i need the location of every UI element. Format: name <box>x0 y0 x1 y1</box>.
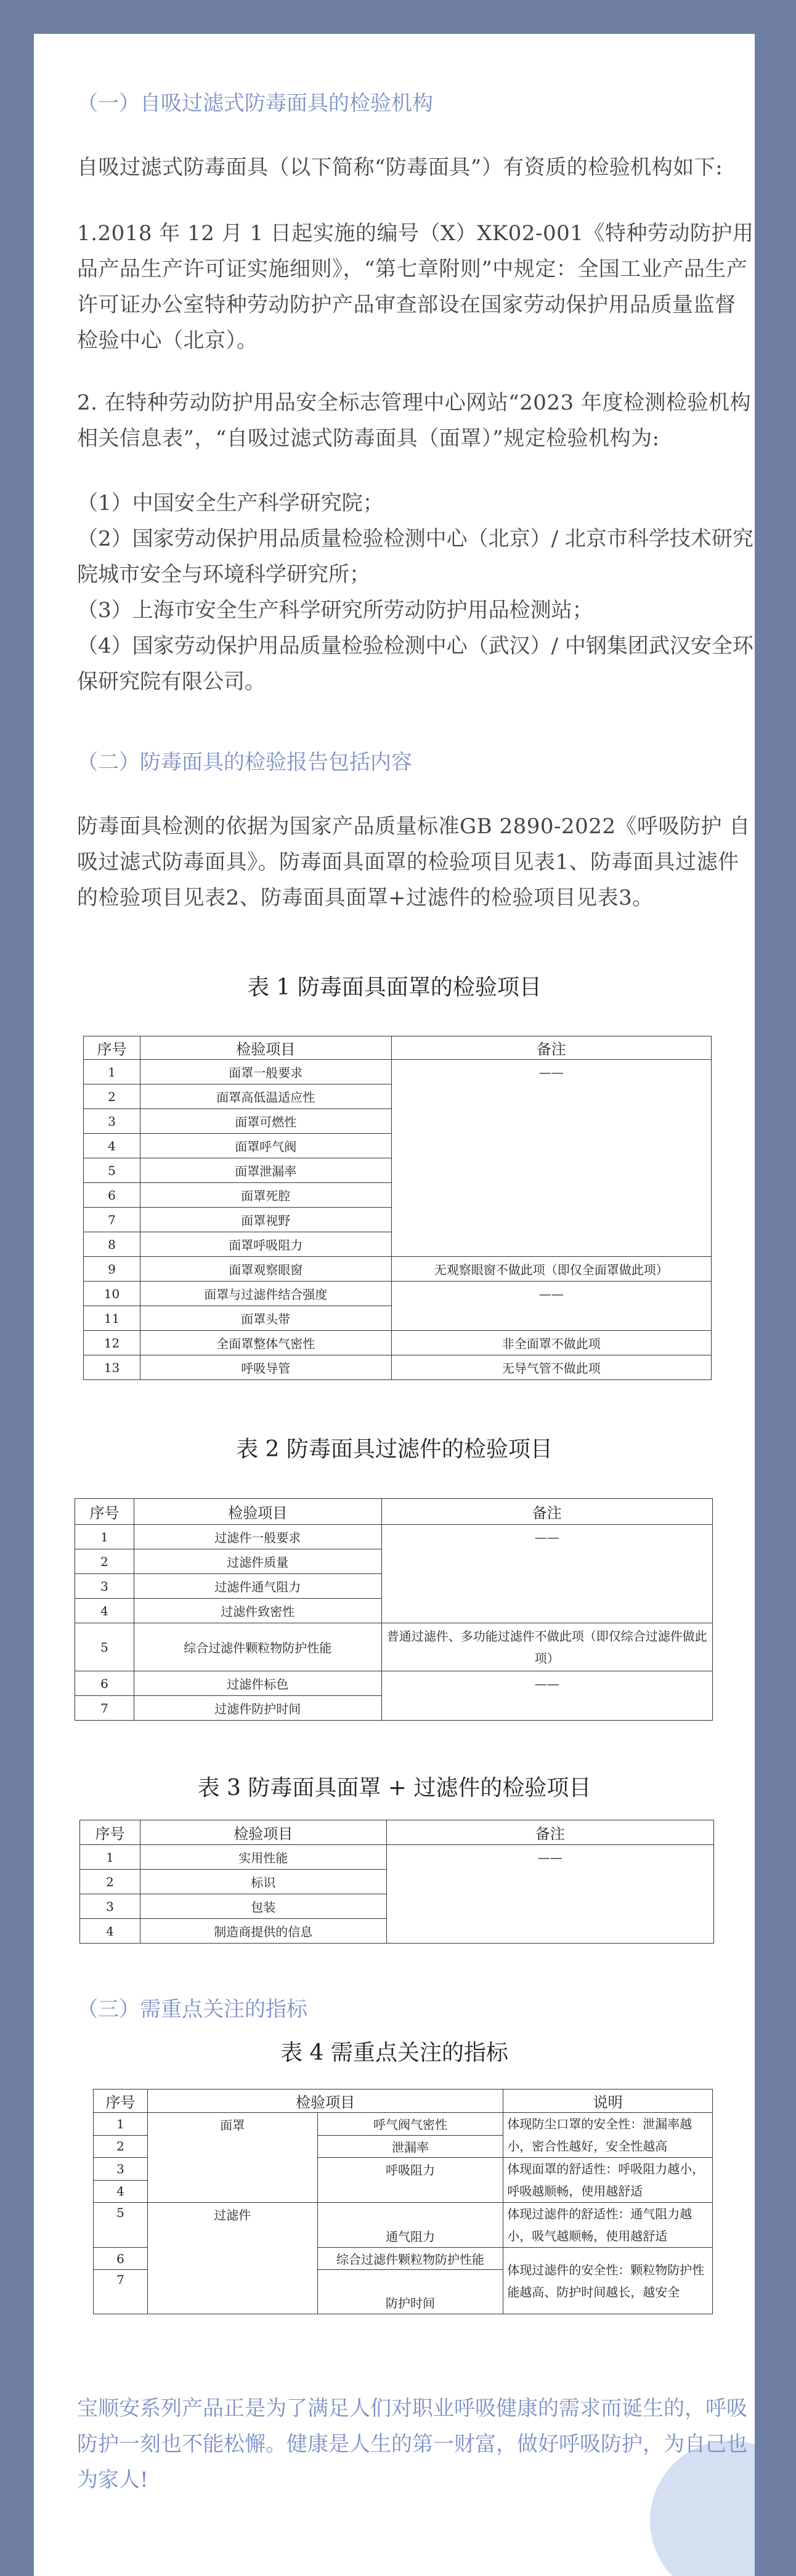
table-row <box>84 1331 712 1355</box>
section-title-2: （二）防毒面具的检验报告包括内容 <box>77 750 412 775</box>
row-item: 标识 <box>140 1870 386 1894</box>
table1-header-row <box>84 1036 712 1060</box>
row-item: 面罩头带 <box>140 1306 391 1331</box>
row-note <box>381 1671 712 1721</box>
row-index: 11 <box>84 1306 140 1331</box>
dash-note: —— <box>537 1850 562 1865</box>
col-header-index: 序号 <box>84 1036 140 1060</box>
row-note: 体现过滤件的安全性：颗粒物防护性能越高、防护时间越长，越安全 <box>503 2248 713 2314</box>
col-header-index: 序号 <box>75 1499 134 1525</box>
row-index: 5 <box>84 1158 140 1183</box>
section-title-1: （一）自吸过滤式防毒面具的检验机构 <box>77 91 433 116</box>
row-item: 面罩高低温适应性 <box>140 1084 391 1109</box>
col-header-note: 备注 <box>386 1820 713 1845</box>
row-index: 13 <box>84 1355 140 1380</box>
row-index: 7 <box>84 1208 140 1232</box>
row-note: 无观察眼窗不做此项（即仅全面罩做此项） <box>391 1257 711 1282</box>
table4-header-row <box>94 2089 713 2113</box>
table-row <box>84 1060 712 1084</box>
section1-paragraph-2: 2. 在特种劳动防护用品安全标志管理中心网站“2023 年度检测检验机构相关信息表”，“自吸过滤式防毒面具（面罩）”规定检验机构为: <box>77 390 751 451</box>
row-index: 3 <box>75 1574 134 1599</box>
row-item: 过滤件标色 <box>134 1671 381 1696</box>
table-row <box>75 1623 713 1671</box>
table1 <box>83 1036 712 1380</box>
table4-caption: 表 4 需重点关注的指标 <box>280 2040 508 2065</box>
row-index: 3 <box>84 1109 140 1134</box>
row-item: 面罩观察眼窗 <box>140 1257 391 1282</box>
row-index: 4 <box>84 1134 140 1158</box>
row-note <box>381 1525 712 1623</box>
row-index: 7 <box>75 1696 134 1721</box>
table-row <box>94 2113 713 2136</box>
row-item: 呼吸导管 <box>140 1355 391 1380</box>
row-item: 防护时间 <box>317 2270 503 2314</box>
section-title-3: （三）需重点关注的指标 <box>77 1997 307 2022</box>
section1-paragraph-1: 1.2018 年 12 月 1 日起实施的编号（X）XK02-001《特种劳动防护用品产品生产许可证实施细则》，“第七章附则”中规定：全国工业产品生产许可证办公室特种劳动防护产品审查部设在国家劳动保护用品质量监督检验中心（北京）。 <box>77 221 754 353</box>
row-item: 呼吸阻力 <box>317 2158 503 2203</box>
row-note <box>391 1282 711 1331</box>
col-header-index: 序号 <box>80 1820 140 1845</box>
table-row <box>75 1525 713 1549</box>
row-item: 面罩呼吸阻力 <box>140 1232 391 1257</box>
col-header-note: 说明 <box>503 2089 713 2113</box>
dash-note: —— <box>538 1286 564 1301</box>
row-note: 体现过滤件的舒适性：通气阻力越小，吸气越顺畅，使用越舒适 <box>503 2203 713 2248</box>
row-index: 4 <box>94 2180 148 2203</box>
closing-paragraph: 宝顺安系列产品正是为了满足人们对职业呼吸健康的需求而诞生的，呼吸防护一刻也不能松懈。健康是人生的第一财富，做好呼吸防护，为自己也为家人! <box>77 2396 747 2492</box>
row-index: 3 <box>94 2158 148 2181</box>
row-item: 过滤件质量 <box>134 1549 381 1574</box>
row-item: 实用性能 <box>140 1845 386 1870</box>
row-item: 面罩视野 <box>140 1208 391 1232</box>
row-index: 2 <box>80 1870 140 1894</box>
row-item: 呼气阀气密性 <box>317 2113 503 2136</box>
dash-note: —— <box>534 1530 559 1544</box>
row-item: 包装 <box>140 1894 386 1919</box>
row-note: 无导气管不做此项 <box>391 1355 711 1380</box>
row-index: 1 <box>94 2113 148 2136</box>
row-group-mask: 面罩 <box>147 2113 317 2203</box>
row-note <box>386 1845 713 1944</box>
table-row <box>84 1257 712 1282</box>
table2-caption: 表 2 防毒面具过滤件的检验项目 <box>236 1437 553 1462</box>
row-note: 体现防尘口罩的安全性：泄漏率越小，密合性越好，安全性越高 <box>503 2113 713 2158</box>
table3-caption: 表 3 防毒面具面罩 + 过滤件的检验项目 <box>197 1775 591 1801</box>
row-index: 8 <box>84 1232 140 1257</box>
row-item: 通气阻力 <box>317 2203 503 2248</box>
row-index: 7 <box>94 2270 148 2314</box>
col-header-item: 检验项目 <box>134 1499 381 1525</box>
row-index: 2 <box>75 1549 134 1574</box>
row-item: 综合过滤件颗粒物防护性能 <box>134 1623 381 1671</box>
col-header-index: 序号 <box>94 2089 148 2113</box>
row-item: 全面罩整体气密性 <box>140 1331 391 1355</box>
row-index: 9 <box>84 1257 140 1282</box>
institution-item-3: （3）上海市安全生产科学研究所劳动防护用品检测站； <box>77 598 593 623</box>
row-index: 5 <box>94 2203 148 2248</box>
row-group-filter: 过滤件 <box>147 2203 317 2314</box>
row-note: 普通过滤件、多功能过滤件不做此项（即仅综合过滤件做此项） <box>381 1623 712 1671</box>
row-item: 泄漏率 <box>317 2135 503 2158</box>
row-item: 面罩泄漏率 <box>140 1158 391 1183</box>
col-header-item: 检验项目 <box>140 1036 391 1060</box>
table3-header-row <box>80 1820 714 1845</box>
document-paper <box>34 34 755 2576</box>
row-note: 非全面罩不做此项 <box>391 1331 711 1355</box>
row-index: 1 <box>75 1525 134 1549</box>
institution-item-4: （4）国家劳动保护用品质量检验检测中心（武汉）/ 中钢集团武汉安全环保研究院有限公司。 <box>77 634 753 694</box>
row-item: 面罩可燃性 <box>140 1109 391 1134</box>
row-item: 过滤件致密性 <box>134 1599 381 1623</box>
col-header-item: 检验项目 <box>140 1820 386 1845</box>
table4 <box>93 2089 713 2314</box>
row-index: 5 <box>75 1623 134 1671</box>
row-item: 制造商提供的信息 <box>140 1919 386 1944</box>
institution-item-2: （2）国家劳动保护用品质量检验检测中心（北京）/ 北京市科学技术研究院城市安全与环境科学研究所； <box>77 527 753 587</box>
col-header-note: 备注 <box>381 1499 712 1525</box>
table-row <box>94 2203 713 2248</box>
row-index: 6 <box>94 2248 148 2270</box>
institution-item-1: （1）中国安全生产科学研究院； <box>77 491 384 515</box>
row-index: 10 <box>84 1282 140 1306</box>
table2-header-row <box>75 1499 713 1525</box>
col-header-note: 备注 <box>391 1036 711 1060</box>
row-item: 过滤件防护时间 <box>134 1696 381 1721</box>
table3 <box>79 1820 714 1944</box>
row-item: 面罩与过滤件结合强度 <box>140 1282 391 1306</box>
row-note: 体现面罩的舒适性：呼吸阻力越小，呼吸越顺畅，使用越舒适 <box>503 2158 713 2203</box>
table-row <box>80 1845 714 1870</box>
table-row <box>75 1671 713 1696</box>
table-row <box>84 1282 712 1306</box>
table-row <box>84 1355 712 1380</box>
section2-paragraph: 防毒面具检测的依据为国家产品质量标准GB 2890-2022《呼吸防护 自吸过滤式防毒面具》。防毒面具面罩的检验项目见表1、防毒面具过滤件的检验项目见表2、防毒面具面罩+过滤件的检验项目见表3。 <box>77 814 750 910</box>
table2 <box>75 1498 713 1721</box>
row-note <box>391 1060 711 1257</box>
row-index: 6 <box>75 1671 134 1696</box>
section1-intro: 自吸过滤式防毒面具（以下简称“防毒面具”）有资质的检验机构如下: <box>77 155 723 180</box>
row-index: 4 <box>75 1599 134 1623</box>
row-item: 过滤件通气阻力 <box>134 1574 381 1599</box>
row-index: 12 <box>84 1331 140 1355</box>
row-index: 4 <box>80 1919 140 1944</box>
row-item: 面罩死腔 <box>140 1183 391 1208</box>
row-item: 面罩一般要求 <box>140 1060 391 1084</box>
row-index: 6 <box>84 1183 140 1208</box>
row-index: 1 <box>84 1060 140 1084</box>
col-header-item: 检验项目 <box>147 2089 503 2113</box>
row-item: 过滤件一般要求 <box>134 1525 381 1549</box>
row-index: 2 <box>84 1084 140 1109</box>
table1-caption: 表 1 防毒面具面罩的检验项目 <box>247 975 542 1000</box>
row-index: 1 <box>80 1845 140 1870</box>
dash-note: —— <box>538 1065 564 1080</box>
dash-note: —— <box>534 1676 559 1691</box>
row-item: 面罩呼气阀 <box>140 1134 391 1158</box>
row-item: 综合过滤件颗粒物防护性能 <box>317 2248 503 2270</box>
row-index: 2 <box>94 2135 148 2158</box>
row-index: 3 <box>80 1894 140 1919</box>
